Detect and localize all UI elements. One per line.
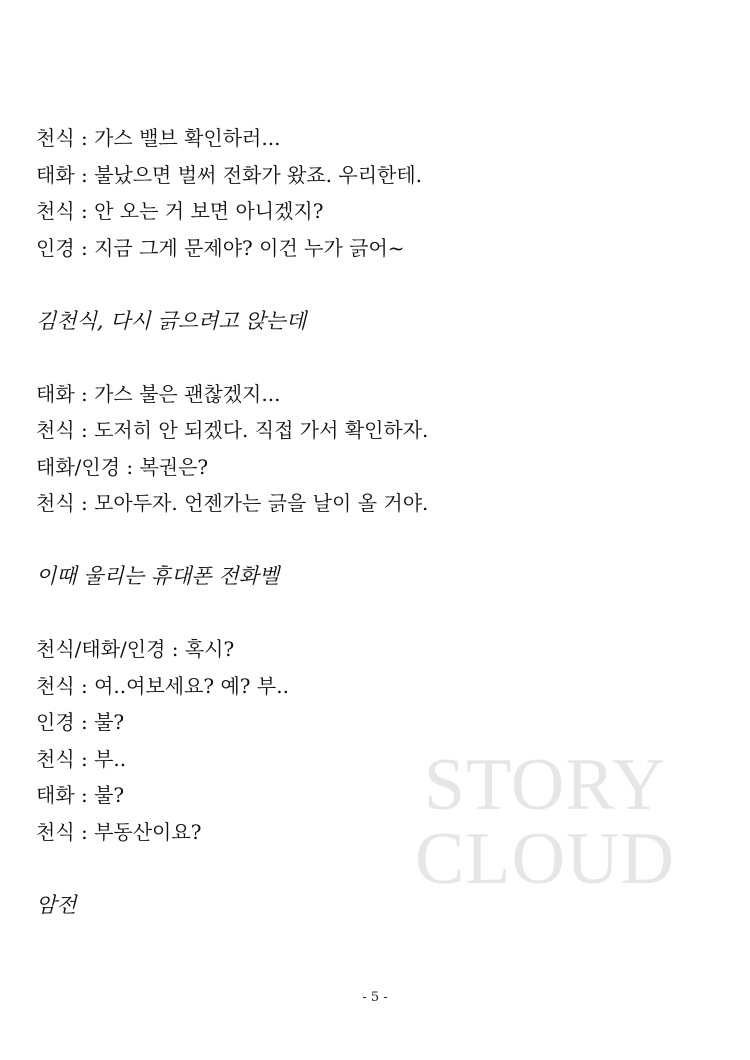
dialogue-line: 천식 : 가스 밸브 확인하러... [36, 126, 281, 150]
spacer [36, 339, 716, 376]
dialogue-line: 태화 : 불났으면 벌써 전화가 왔죠. 우리한테. [36, 162, 423, 187]
page-number: - 5 - [362, 990, 388, 1005]
dialogue-line: 태화/인경 : 복권은? [36, 454, 209, 479]
stage-direction: 암전 [36, 892, 77, 917]
dialogue-block-3 [36, 631, 716, 850]
dialogue-block-2 [36, 376, 716, 522]
dialogue-line: 천식/태화/인경 : 혹시? [36, 637, 235, 661]
spacer [36, 522, 716, 559]
stage-direction: 이때 울리는 휴대폰 전화벨 [36, 564, 280, 588]
script-body [36, 120, 716, 923]
watermark-line-1: STORY [423, 744, 667, 826]
spacer [36, 266, 716, 303]
dialogue-line: 인경 : 불? [36, 710, 125, 734]
spacer [36, 850, 716, 887]
stage-direction: 김천식, 다시 긁으려고 앉는데 [36, 308, 307, 333]
watermark-line-2: CLOUD [415, 818, 675, 900]
dialogue-block-1 [36, 120, 716, 266]
dialogue-line: 태화 : 가스 불은 괜찮겠지... [36, 381, 281, 406]
dialogue-line: 천식 : 여..여보세요? 예? 부.. [36, 673, 289, 698]
dialogue-line: 태화 : 불? [36, 783, 125, 807]
dialogue-line: 천식 : 부동산이요? [36, 819, 202, 844]
dialogue-line: 천식 : 모아두자. 언젠가는 긁을 날이 올 거야. [36, 491, 429, 515]
dialogue-line: 천식 : 도저히 안 되겠다. 직접 가서 확인하자. [36, 418, 429, 442]
dialogue-line: 인경 : 지금 그게 문제야? 이건 누가 긁어~ [36, 235, 405, 260]
spacer [36, 595, 716, 632]
dialogue-line: 천식 : 안 오는 거 보면 아니겠지? [36, 199, 324, 223]
dialogue-line: 천식 : 부.. [36, 746, 127, 771]
